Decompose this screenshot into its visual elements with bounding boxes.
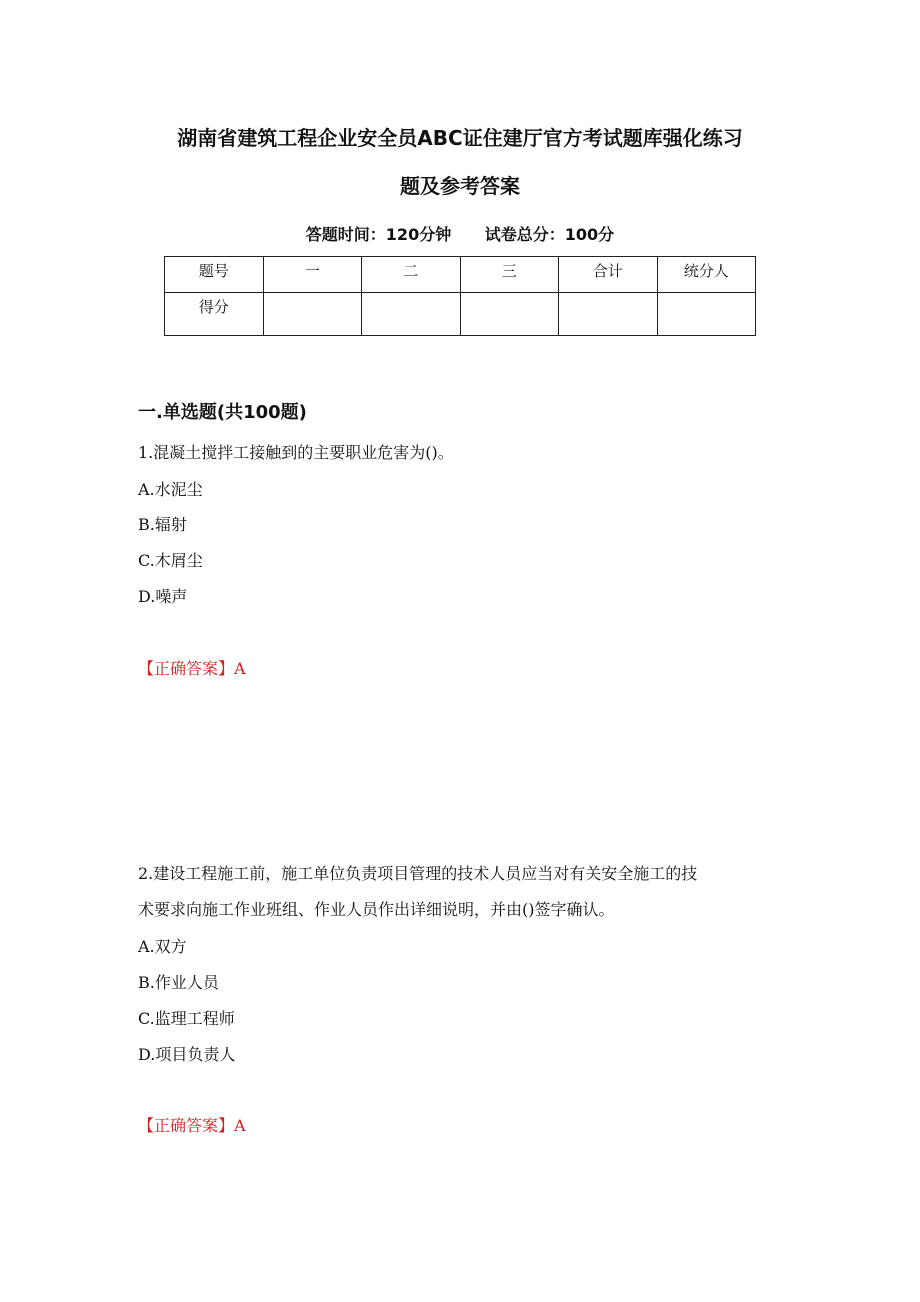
header-cell-part-3: 三 bbox=[460, 257, 559, 293]
score-cell bbox=[263, 293, 362, 336]
section-title: 一.单选题(共100题) bbox=[138, 402, 307, 423]
question-2-option-a: A.双方 bbox=[138, 937, 187, 956]
question-1-option-d: D.噪声 bbox=[138, 587, 188, 606]
score-cell bbox=[460, 293, 559, 336]
header-cell-part-2: 二 bbox=[362, 257, 461, 293]
document-title-line-2: 题及参考答案 bbox=[400, 174, 520, 198]
question-2-option-b: B.作业人员 bbox=[138, 973, 219, 992]
exam-total-score: 试卷总分：100分 bbox=[484, 225, 615, 244]
header-cell-total: 合计 bbox=[559, 257, 658, 293]
question-2-option-c: C.监理工程师 bbox=[138, 1009, 235, 1028]
question-1-option-c: C.木屑尘 bbox=[138, 551, 203, 570]
question-2-stem-line-2: 术要求向施工作业班组、作业人员作出详细说明，并由()签字确认。 bbox=[138, 900, 615, 919]
question-1-answer: 【正确答案】A bbox=[138, 659, 246, 678]
question-2-stem-line-1: 2.建设工程施工前，施工单位负责项目管理的技术人员应当对有关安全施工的技 bbox=[138, 864, 698, 883]
exam-time: 答题时间：120分钟 bbox=[305, 225, 452, 244]
exam-meta bbox=[60, 222, 860, 245]
question-1-option-b: B.辐射 bbox=[138, 515, 187, 534]
header-cell-scorer: 统分人 bbox=[657, 257, 756, 293]
score-cell bbox=[362, 293, 461, 336]
header-cell-part-1: 一 bbox=[263, 257, 362, 293]
score-table-header-row bbox=[165, 257, 756, 293]
document-title-line-1: 湖南省建筑工程企业安全员ABC证住建厅官方考试题库强化练习 bbox=[177, 126, 743, 150]
score-table bbox=[164, 256, 756, 336]
question-2-option-d: D.项目负责人 bbox=[138, 1045, 236, 1064]
question-2-answer: 【正确答案】A bbox=[138, 1116, 246, 1135]
score-row-label: 得分 bbox=[165, 293, 264, 336]
question-1-option-a: A.水泥尘 bbox=[138, 480, 203, 499]
question-1-stem: 1.混凝土搅拌工接触到的主要职业危害为()。 bbox=[138, 443, 454, 462]
score-table-score-row bbox=[165, 293, 756, 336]
header-cell-question-no: 题号 bbox=[165, 257, 264, 293]
score-cell bbox=[657, 293, 756, 336]
score-cell bbox=[559, 293, 658, 336]
